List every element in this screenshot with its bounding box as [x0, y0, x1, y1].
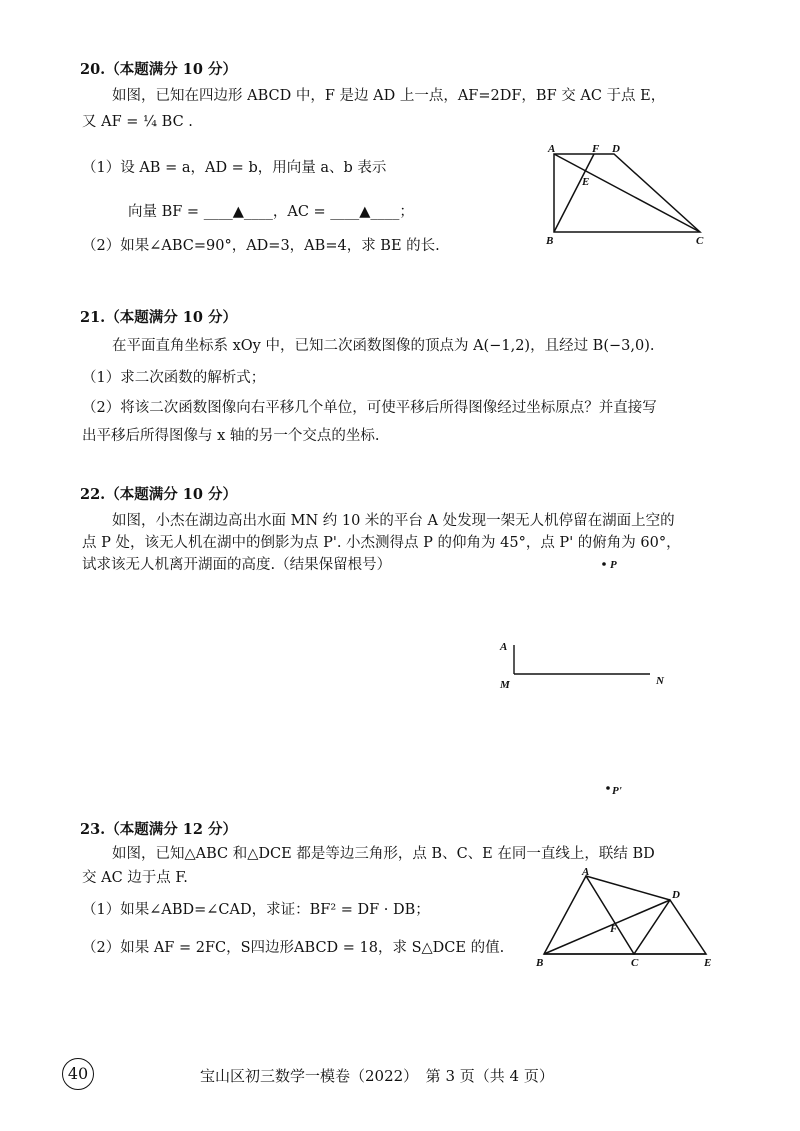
q23-part1: （1）如果∠ABD=∠CAD，求证：BF² = DF · DB； [82, 902, 430, 918]
q23-figure [530, 868, 720, 968]
q20-line1: 如图，已知在四边形 ABCD 中，F 是边 AD 上一点，AF=2DF，BF 交 AC 于点 E， [112, 88, 666, 104]
q20-segment-bf [554, 154, 594, 232]
q22-point-p [602, 562, 606, 566]
q20-figure [540, 140, 715, 250]
q21-part2b: 出平移后所得图像与 x 轴的另一个交点的坐标. [82, 428, 380, 444]
q23-label-e: E [704, 957, 712, 968]
q22-label-n: N [656, 675, 664, 687]
q20-label-a: A [548, 143, 556, 155]
q21-part1: （1）求二次函数的解析式； [82, 370, 266, 386]
q21-heading: 21.（本题满分 10 分） [80, 309, 238, 326]
q20-part1b: 向量 BF = ____▲____，AC = ____▲____； [128, 204, 414, 220]
q23-label-f: F [610, 923, 618, 935]
q21-part2a: （2）将该二次函数图像向右平移几个单位，可使平移后所得图像经过坐标原点？并直接写 [82, 400, 657, 416]
q23-part2: （2）如果 AF = 2FC，S四边形ABCD = 18，求 S△DCE 的值. [82, 940, 505, 956]
q23-line2: 交 AC 边于点 F. [82, 870, 188, 886]
q22-figure [490, 550, 690, 800]
q22-point-p-prime [606, 786, 610, 790]
q23-triangle-abc [544, 876, 634, 954]
q20-label-c: C [696, 235, 704, 247]
q23-label-c: C [631, 957, 639, 968]
q23-label-d: D [672, 889, 680, 901]
q23-triangle-dce [634, 900, 706, 954]
q20-heading: 20.（本题满分 10 分） [80, 61, 238, 78]
q22-label-p-prime: P' [612, 785, 622, 797]
q20-line2: 又 AF = ¼ BC . [82, 114, 193, 130]
q21-line1: 在平面直角坐标系 xOy 中，已知二次函数图像的顶点为 A(−1,2)，且经过 B(−3,0). [112, 338, 655, 354]
q23-label-b: B [536, 957, 544, 968]
q22-line2: 点 P 处，该无人机在湖中的倒影为点 P'. 小杰测得点 P 的仰角为 45°，点 P' 的俯角为 60°， [82, 535, 681, 551]
q20-part2: （2）如果∠ABC=90°，AD=3，AB=4，求 BE 的长. [82, 238, 440, 254]
q22-label-p: P [610, 559, 617, 571]
q20-label-e: E [582, 176, 590, 188]
q22-line3: 试求该无人机离开湖面的高度.（结果保留根号） [82, 557, 392, 573]
q20-label-f: F [592, 143, 600, 155]
page-number-circle: 40 [62, 1058, 94, 1090]
q23-heading: 23.（本题满分 12 分） [80, 821, 238, 838]
q22-label-m: M [500, 679, 510, 691]
q23-label-a: A [582, 868, 590, 878]
q23-line1: 如图，已知△ABC 和△DCE 都是等边三角形，点 B、C、E 在同一直线上，联结 BD [112, 846, 655, 862]
q22-heading: 22.（本题满分 10 分） [80, 486, 238, 503]
q20-label-b: B [546, 235, 554, 247]
q20-part1a: （1）设 AB = a，AD = b，用向量 a、b 表示 [82, 160, 387, 176]
q22-line1: 如图，小杰在湖边高出水面 MN 约 10 米的平台 A 处发现一架无人机停留在湖面上空的 [112, 513, 675, 529]
page-footer: 宝山区初三数学一模卷（2022） 第 3 页（共 4 页） [200, 1067, 554, 1085]
q20-label-d: D [612, 143, 620, 155]
q22-label-a: A [500, 641, 508, 653]
